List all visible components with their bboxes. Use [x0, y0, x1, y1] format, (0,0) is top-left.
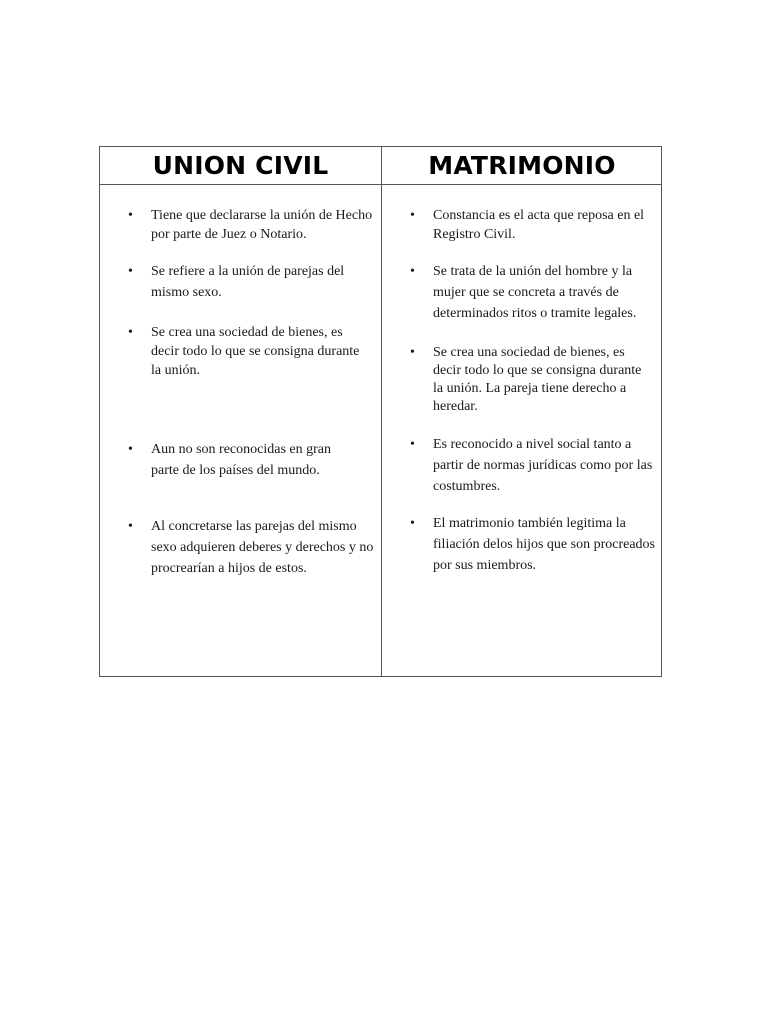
item-text: Aun no son reconocidas en gran parte de los países del mundo.: [151, 442, 332, 478]
bullet: •: [410, 264, 415, 279]
item-text: Se refiere a la unión de parejas del mismo sexo.: [151, 264, 345, 300]
item-text: El matrimonio también legitima la filiación delos hijos que son procreados por sus miembros.: [433, 516, 656, 573]
header-union-civil: UNION CIVIL: [152, 151, 329, 180]
bullet: •: [128, 264, 133, 279]
bullet: •: [410, 437, 415, 452]
bullet: •: [128, 208, 133, 223]
bullet: •: [128, 325, 133, 340]
header-divider: [100, 184, 661, 185]
comparison-table: [99, 146, 662, 677]
item-text: Se crea una sociedad de bienes, es decir todo lo que se consigna durante la unión.: [151, 325, 360, 378]
header-matrimonio: MATRIMONIO: [428, 151, 616, 180]
item-text: Al concretarse las parejas del mismo sexo adquieren deberes y derechos y no procrearían a hijos de estos.: [151, 519, 374, 576]
item-text: Se trata de la unión del hombre y la mujer que se concreta a través de determinados ritos o tramite legales.: [433, 264, 637, 321]
bullet: •: [410, 345, 415, 360]
column-divider: [381, 147, 382, 676]
item-text: Tiene que declararse la unión de Hecho por parte de Juez o Notario.: [151, 208, 373, 242]
bullet: •: [128, 519, 133, 534]
item-text: Constancia es el acta que reposa en el Registro Civil.: [433, 208, 645, 242]
item-text: Es reconocido a nivel social tanto a partir de normas jurídicas como por las costumbres.: [433, 437, 653, 494]
bullet: •: [128, 442, 133, 457]
bullet: •: [410, 208, 415, 223]
item-text: Se crea una sociedad de bienes, es decir todo lo que se consigna durante la unión. La pareja tiene derecho a heredar.: [433, 345, 642, 414]
bullet: •: [410, 516, 415, 531]
